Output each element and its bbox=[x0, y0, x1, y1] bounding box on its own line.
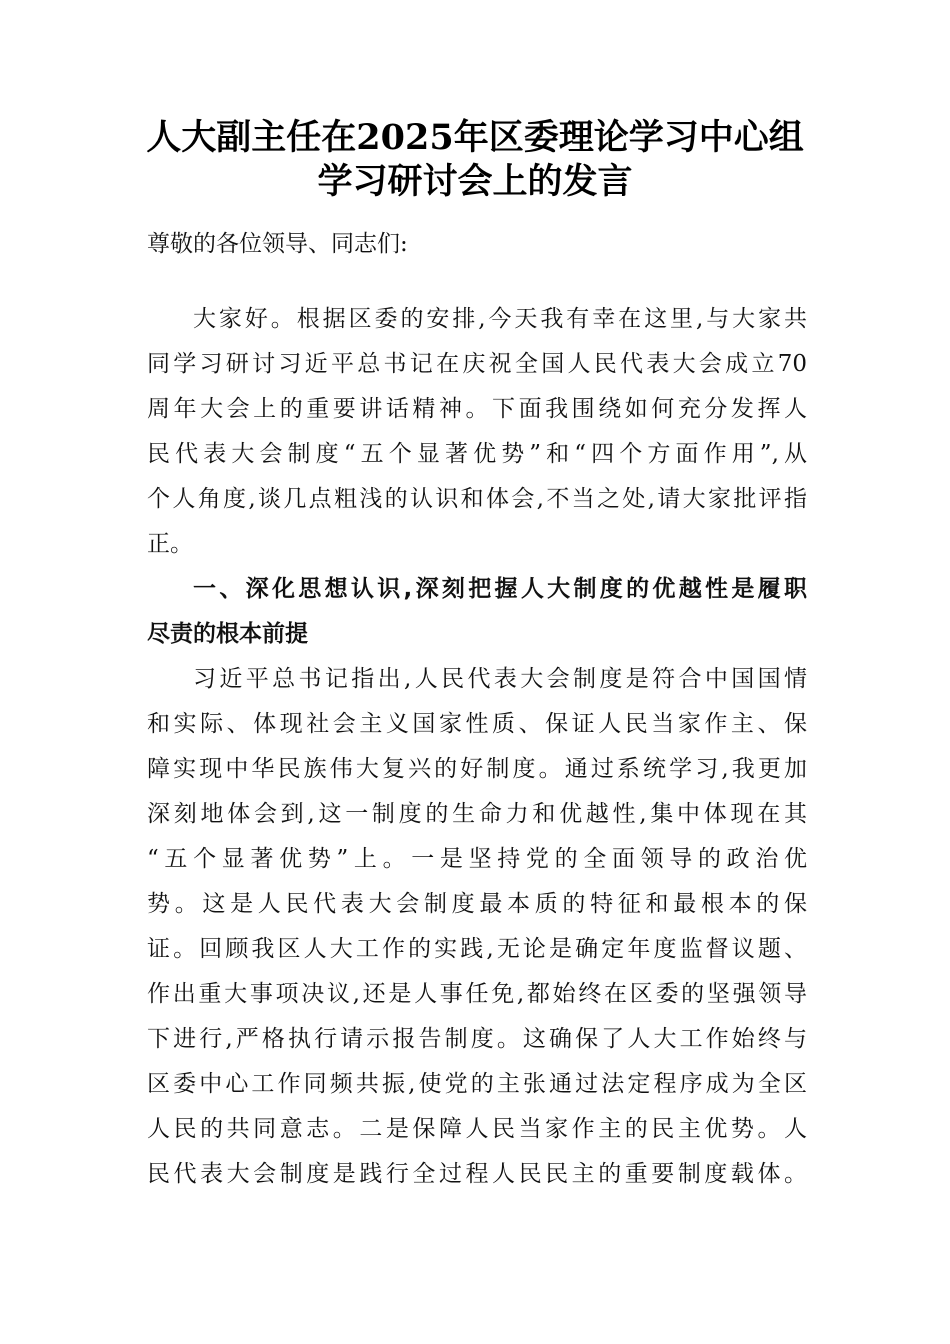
body-line: 深刻地体会到,这一制度的生命力和优越性,集中体现在其 bbox=[147, 801, 807, 827]
section-heading-line: 尽责的根本前提 bbox=[147, 621, 308, 647]
body-line: 下进行,严格执行请示报告制度。这确保了人大工作始终与 bbox=[147, 1026, 807, 1052]
body-line: 证。回顾我区人大工作的实践,无论是确定年度监督议题、 bbox=[147, 936, 807, 962]
intro-line: 民代表大会制度“五个显著优势”和“四个方面作用”,从 bbox=[147, 441, 807, 467]
body-line: 习近平总书记指出,人民代表大会制度是符合中国国情 bbox=[193, 666, 807, 692]
intro-line: 个人角度,谈几点粗浅的认识和体会,不当之处,请大家批评指 bbox=[147, 486, 807, 512]
document-title-line-2: 学习研讨会上的发言 bbox=[317, 161, 633, 202]
intro-line: 周年大会上的重要讲话精神。下面我围绕如何充分发挥人 bbox=[147, 396, 807, 422]
body-line: 作出重大事项决议,还是人事任免,都始终在区委的坚强领导 bbox=[147, 981, 807, 1007]
body-line: “五个显著优势”上。一是坚持党的全面领导的政治优 bbox=[147, 846, 807, 872]
document-title-line-1: 人大副主任在2025年区委理论学习中心组 bbox=[146, 117, 804, 158]
body-line: 人民的共同意志。二是保障人民当家作主的民主优势。人 bbox=[147, 1116, 807, 1142]
body-line: 民代表大会制度是践行全过程人民民主的重要制度载体。 bbox=[147, 1161, 807, 1187]
greeting: 尊敬的各位领导、同志们: bbox=[147, 231, 408, 257]
intro-line: 正。 bbox=[147, 531, 193, 557]
intro-line: 大家好。根据区委的安排,今天我有幸在这里,与大家共 bbox=[193, 306, 807, 332]
body-line: 和实际、体现社会主义国家性质、保证人民当家作主、保 bbox=[147, 711, 807, 737]
body-line: 区委中心工作同频共振,使党的主张通过法定程序成为全区 bbox=[147, 1071, 807, 1097]
body-line: 障实现中华民族伟大复兴的好制度。通过系统学习,我更加 bbox=[147, 756, 807, 782]
section-heading-line: 一、深化思想认识,深刻把握人大制度的优越性是履职 bbox=[193, 576, 807, 602]
intro-line: 同学习研讨习近平总书记在庆祝全国人民代表大会成立70 bbox=[147, 351, 807, 377]
body-line: 势。这是人民代表大会制度最本质的特征和最根本的保 bbox=[147, 891, 807, 917]
